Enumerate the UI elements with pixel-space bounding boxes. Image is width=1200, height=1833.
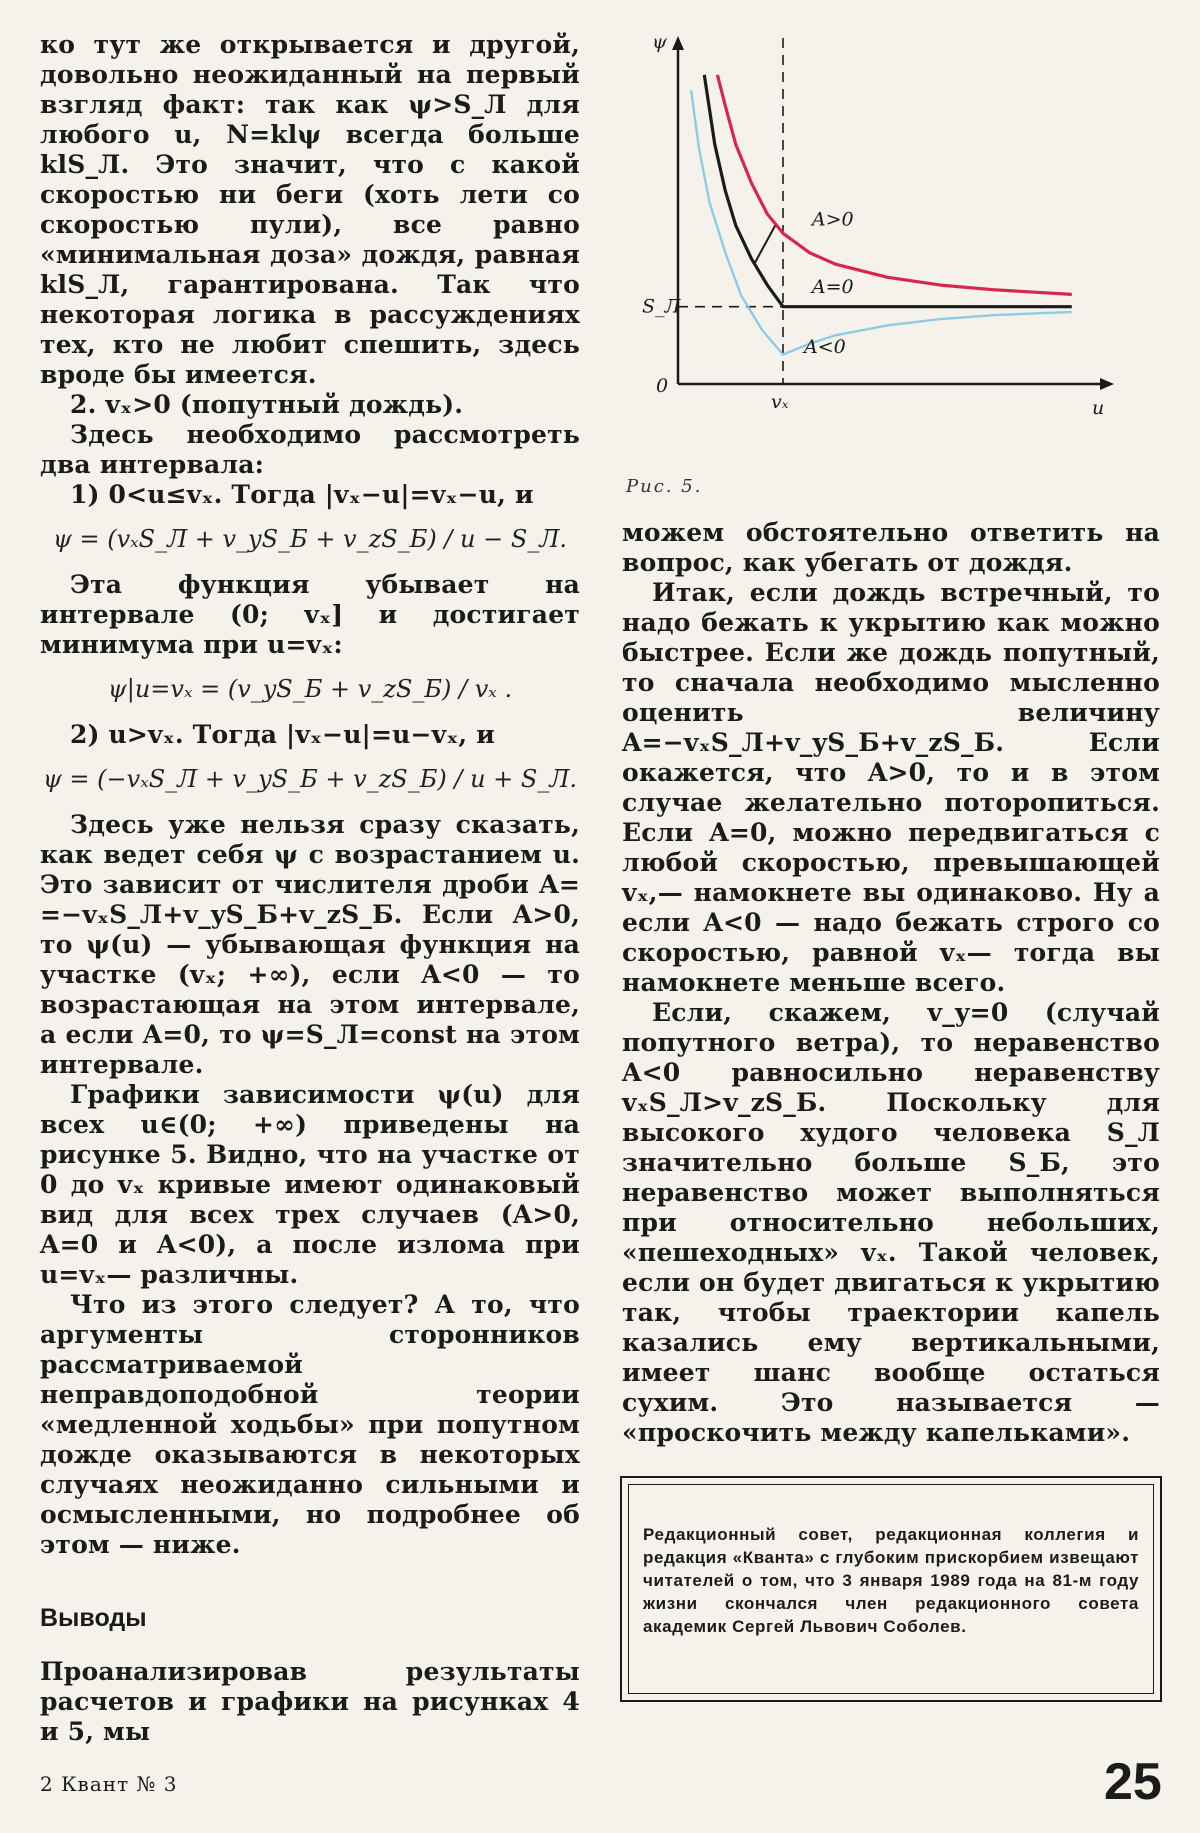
x-axis-arrow <box>1100 378 1114 390</box>
chart-svg <box>618 24 1178 484</box>
paragraph: 2) u>vₓ. Тогда |vₓ−u|=u−vₓ, и <box>70 720 495 749</box>
series-label-A-positive: A>0 <box>811 208 854 231</box>
formula: ψ = (vₓS_Л + v_yS_Б + v_zS_Б) / u − S_Л. <box>53 525 567 553</box>
right-column <box>622 518 1160 1448</box>
formula: ψ = (−vₓS_Л + v_yS_Б + v_zS_Б) / u + S_Л. <box>42 765 578 793</box>
series-A-positive <box>717 75 1071 295</box>
paragraph: Проанализировав результаты расчетов и графики на рисунках 4 и 5, мы <box>40 1657 580 1746</box>
paragraph: Итак, если дождь встречный, то надо бежать к укрытию как можно быстрее. Если же дождь попутный, то сначала необходимо мысленно оценить величину A=−vₓS_Л+v_yS_Б+v_zS_Б. Если окажется, что A>0, то и в этом случае желательно поторопиться. Если A=0, можно передвигаться с любой скоростью, превышающей vₓ,— намокнете вы одинаково. Ну а если A<0 — надо бежать строго со скоростью, равной vₓ— тогда вы намокнете меньше всего. <box>622 578 1160 997</box>
paragraph: Здесь необходимо рассмотреть два интервала: <box>40 420 580 479</box>
paragraph: Что из этого следует? А то, что аргументы сторонников рассматриваемой неправдоподобной теории «медленной ходьбы» при попутном дожде оказываются в некоторых случаях неожиданно сильными и осмысленными, но подробнее об этом — ниже. <box>40 1290 580 1559</box>
paragraph: Здесь уже нельзя сразу сказать, как ведет себя ψ с возрастанием u. Это зависит от числителя дроби A= =−vₓS_Л+v_yS_Б+v_zS_Б. Если A>0, то ψ(u) — убывающая функция на участке (vₓ; +∞), если A<0 — то возрастающая на этом интервале, а если A=0, то ψ=S_Л=const на этом интервале. <box>40 810 580 1079</box>
heading-conclusions: Выводы <box>40 1604 147 1632</box>
figure-caption: Рис. 5. <box>626 476 703 497</box>
paragraph: Графики зависимости ψ(u) для всех u∈(0; +∞) приведены на рисунке 5. Видно, что на участке от 0 до vₓ кривые имеют одинаковый вид для всех трех случаев (A>0, A=0 и A<0), а после излома при u=vₓ— различны. <box>40 1080 580 1289</box>
series-label-A-negative: A<0 <box>804 336 846 359</box>
section-heading: 2. vₓ>0 (попутный дождь). <box>70 390 464 419</box>
obituary-notice <box>620 1476 1162 1702</box>
series-label-A-zero: A=0 <box>811 275 854 298</box>
series-A-zero <box>704 75 1072 307</box>
page-number: 25 <box>1104 1753 1162 1811</box>
left-column <box>40 30 580 1747</box>
x-tick-label-vx: vₓ <box>771 391 789 413</box>
figure-5 <box>618 24 1178 504</box>
paragraph: ко тут же открывается и другой, довольно неожиданный на первый взгляд факт: так как ψ>S_Л для любого u, N=klψ всегда больше klS_Л. Это значит, что с какой скоростью ни беги (хоть лети со скоростью пули), все равно «минимальная доза» дождя, равная klS_Л, гарантирована. Так что некоторая логика в рассуждениях тех, кто не любит спешить, здесь вроде бы имеется. <box>40 30 580 389</box>
footer-issue: 2 Квант № 3 <box>40 1772 178 1796</box>
y-tick-label-SL: S_Л <box>642 295 681 318</box>
notice-text: Редакционный совет, редакционная коллегия и редакция «Кванта» с глубоким прискорбием извещают читателей о том, что 3 января 1989 года на 81-м году жизни скончался член редакционного совета академик Сергей Львович Соболев. <box>643 1525 1139 1636</box>
series-A-negative <box>691 90 1072 354</box>
paragraph: 1) 0<u≤vₓ. Тогда |vₓ−u|=vₓ−u, и <box>70 480 534 509</box>
x-axis-label: u <box>1092 397 1105 419</box>
paragraph: можем обстоятельно ответить на вопрос, как убегать от дождя. <box>622 518 1160 577</box>
origin-label: 0 <box>656 375 669 397</box>
paragraph: Если, скажем, v_y=0 (случай попутного ветра), то неравенство A<0 равносильно неравенству vₓS_Л>v_zS_Б. Поскольку для высокого худого человека S_Л значительно больше S_Б, это неравенство может выполняться при относительно небольших, «пешеходных» vₓ. Такой человек, если он будет двигаться к укрытию так, чтобы траектории капель казались ему вертикальными, имеет шанс вообще остаться сухим. Это называется — «проскочить между капельками». <box>622 998 1160 1447</box>
y-axis-label: ψ <box>652 31 667 53</box>
paragraph: Эта функция убывает на интервале (0; vₓ] и достигает минимума при u=vₓ: <box>40 570 580 659</box>
tangent-hint <box>754 226 775 265</box>
y-axis-arrow <box>672 36 684 50</box>
notice-frame <box>628 1484 1154 1694</box>
formula: ψ|u=vₓ = (v_yS_Б + v_zS_Б) / vₓ . <box>107 675 513 703</box>
